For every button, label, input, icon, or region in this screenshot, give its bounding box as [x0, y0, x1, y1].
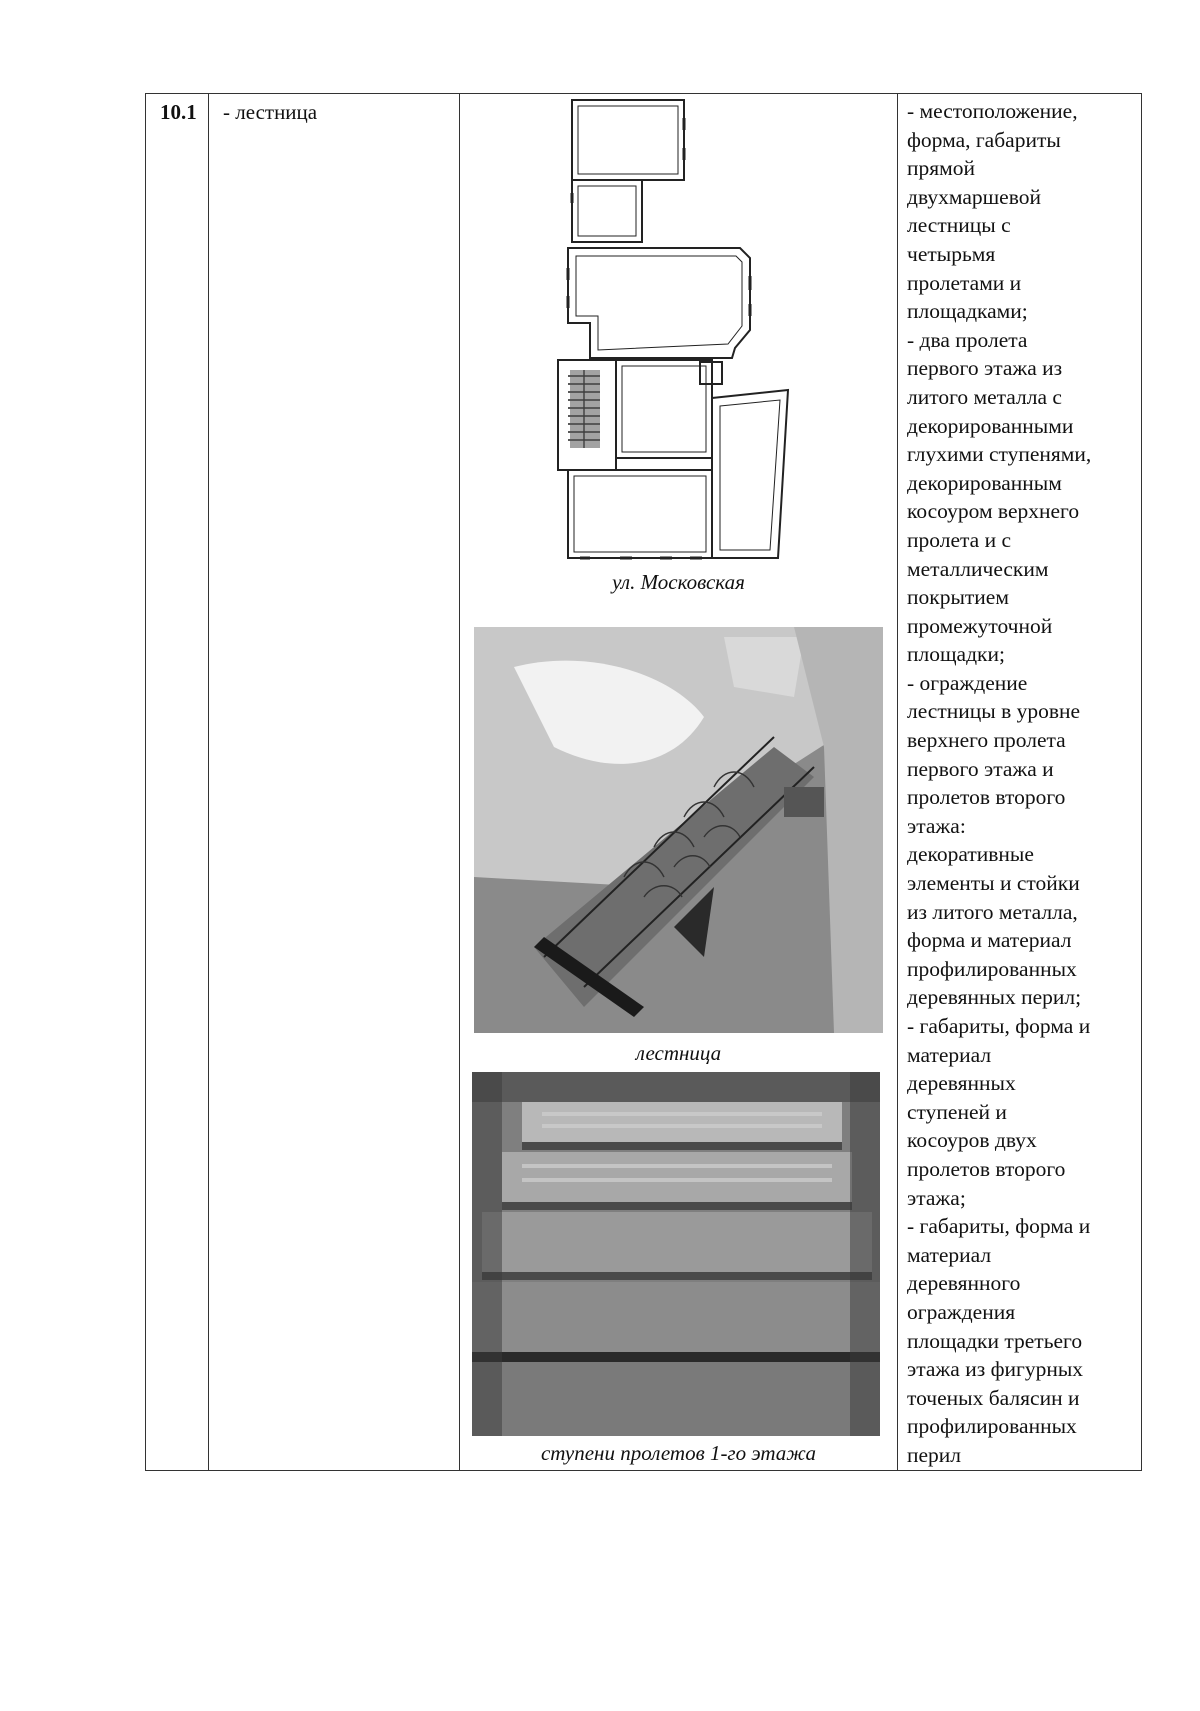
description-line: площадки; — [907, 642, 1005, 667]
description-line: первого этажа и — [907, 756, 1054, 781]
description-line: ступеней и — [907, 1099, 1007, 1124]
description-line: глухими ступенями, — [907, 442, 1092, 467]
description-line: промежуточной — [907, 613, 1053, 638]
description-line: декорированными — [907, 413, 1074, 438]
description-line: косоуров двух — [907, 1128, 1037, 1153]
description-line: косоуром верхнего — [907, 499, 1080, 524]
description-line: ограждения — [907, 1299, 1016, 1324]
description-line: декоративные — [907, 842, 1034, 867]
staircase-photo-caption: лестница — [635, 1041, 722, 1065]
description-line: пролетов второго — [907, 1156, 1066, 1181]
description-line: перил — [907, 1442, 962, 1467]
description-line: лестницы с — [907, 213, 1011, 238]
description-line: - габариты, форма и — [907, 1214, 1091, 1239]
description-line: из литого металла, — [907, 899, 1078, 924]
illustrations — [460, 94, 897, 1468]
description-line: лестницы в уровне — [907, 699, 1081, 724]
element-name-cell — [209, 94, 460, 1471]
description-line: этажа из фигурных — [907, 1357, 1084, 1382]
description-line: этажа; — [907, 1185, 966, 1210]
description-line: профилированных — [907, 956, 1077, 981]
description-line: - два пролета — [907, 327, 1028, 352]
description-line: верхнего пролета — [907, 728, 1066, 753]
description-line: - ограждение — [907, 670, 1028, 695]
description-line: - местоположение, — [907, 99, 1078, 123]
staircase-photo — [474, 627, 883, 1033]
description-line: первого этажа из — [907, 356, 1063, 381]
description-line: форма и материал — [907, 928, 1072, 953]
description-line: профилированных — [907, 1414, 1077, 1439]
description-line: деревянных — [907, 1071, 1016, 1096]
description-line: двухмаршевой — [907, 184, 1041, 209]
protected-features-cell — [898, 94, 1142, 1471]
description-line: этажа: — [907, 813, 966, 838]
steps-photo-caption: ступени пролетов 1-го этажа — [540, 1441, 817, 1465]
description-line: деревянных перил; — [907, 985, 1082, 1010]
description-line: точеных балясин и — [907, 1385, 1080, 1410]
description-line: покрытием — [907, 585, 1009, 610]
description-line: литого металла с — [907, 384, 1062, 409]
description-line: прямой — [907, 156, 976, 181]
element-name: - лестница — [223, 100, 318, 124]
monument-elements-table — [145, 93, 1142, 1471]
row-number-cell — [146, 94, 209, 1471]
description-line: пролета и с — [907, 527, 1011, 552]
description-line: четырьмя — [907, 241, 996, 266]
description-line: элементы и стойки — [907, 871, 1080, 896]
description-line: пролетами и — [907, 270, 1022, 295]
description-line: пролетов второго — [907, 785, 1066, 810]
description-line: материал — [907, 1242, 992, 1267]
description-line: - габариты, форма и — [907, 1014, 1091, 1038]
protected-features-text — [898, 94, 1141, 1470]
description-line: форма, габариты — [907, 127, 1061, 152]
table-row — [146, 94, 1142, 1471]
description-line: площадки третьего — [907, 1328, 1083, 1353]
floor-plan-drawing — [550, 98, 812, 560]
description-line: декорированным — [907, 470, 1062, 495]
floor-plan-caption: ул. Московская — [612, 570, 745, 594]
description-line: материал — [907, 1042, 992, 1067]
description-line: деревянного — [907, 1271, 1021, 1296]
illustrations-cell — [460, 94, 898, 1471]
description-line: металлическим — [907, 556, 1049, 581]
row-number: 10.1 — [160, 100, 197, 124]
steps-photo — [472, 1072, 880, 1436]
description-line: площадками; — [907, 299, 1028, 324]
